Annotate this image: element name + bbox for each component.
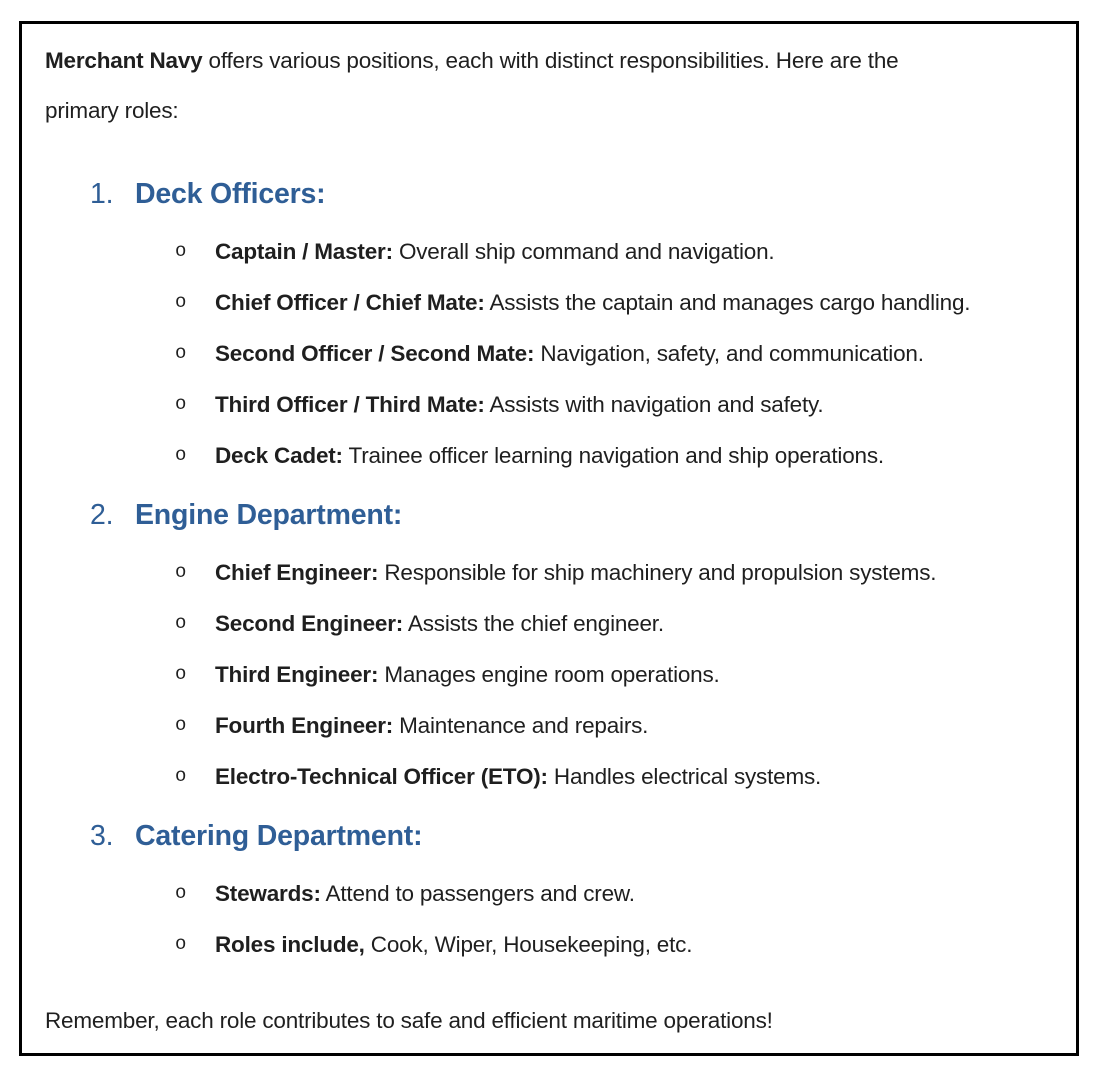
circle-bullet-icon: o bbox=[175, 663, 187, 685]
role-item bbox=[45, 649, 1056, 700]
role-text bbox=[215, 328, 924, 379]
role-name: Second Officer / Second Mate: bbox=[215, 341, 535, 366]
circle-bullet-icon: o bbox=[175, 444, 187, 466]
role-name: Chief Engineer: bbox=[215, 560, 379, 585]
circle-bullet-icon: o bbox=[175, 933, 187, 955]
role-item bbox=[45, 379, 1056, 430]
role-item bbox=[45, 328, 1056, 379]
section-heading bbox=[90, 816, 1056, 856]
section-number: 1. bbox=[90, 178, 114, 210]
role-description: Handles electrical systems. bbox=[553, 764, 822, 789]
role-item bbox=[45, 868, 1056, 919]
role-text bbox=[215, 700, 648, 751]
section-heading bbox=[90, 174, 1056, 214]
role-item bbox=[45, 277, 1056, 328]
role-name: Chief Officer / Chief Mate: bbox=[215, 290, 485, 315]
role-name: Second Engineer: bbox=[215, 611, 404, 636]
role-item bbox=[45, 751, 1056, 802]
role-text bbox=[215, 649, 720, 700]
role-description: Assists with navigation and safety. bbox=[489, 392, 824, 417]
role-name: Electro-Technical Officer (ETO): bbox=[215, 764, 548, 789]
circle-bullet-icon: o bbox=[175, 561, 187, 583]
role-description: Cook, Wiper, Housekeeping, etc. bbox=[370, 932, 693, 957]
role-name: Third Officer / Third Mate: bbox=[215, 392, 485, 417]
circle-bullet-icon: o bbox=[175, 393, 187, 415]
role-item bbox=[45, 547, 1056, 598]
role-list bbox=[45, 868, 1056, 970]
role-description: Assists the chief engineer. bbox=[407, 611, 664, 636]
role-name: Captain / Master: bbox=[215, 239, 393, 264]
section-number: 2. bbox=[90, 499, 114, 531]
intro-line1-rest: offers various positions, each with distinct responsibilities. Here are the bbox=[202, 48, 899, 73]
role-text bbox=[215, 547, 936, 598]
role-description: Maintenance and repairs. bbox=[399, 713, 649, 738]
section-title: Catering Department: bbox=[135, 820, 423, 852]
document-content bbox=[22, 24, 1076, 1036]
role-text bbox=[215, 868, 635, 919]
role-name: Roles include, bbox=[215, 932, 365, 957]
role-text bbox=[215, 919, 692, 970]
intro-line2: primary roles: bbox=[45, 98, 179, 123]
role-text bbox=[215, 430, 884, 481]
section-number: 3. bbox=[90, 820, 114, 852]
role-item bbox=[45, 598, 1056, 649]
intro-bold-lead: Merchant Navy bbox=[45, 48, 203, 73]
circle-bullet-icon: o bbox=[175, 714, 187, 736]
document-frame bbox=[19, 21, 1079, 1056]
section-title: Deck Officers: bbox=[135, 178, 326, 210]
circle-bullet-icon: o bbox=[175, 342, 187, 364]
role-item bbox=[45, 700, 1056, 751]
role-description: Navigation, safety, and communication. bbox=[540, 341, 924, 366]
role-item bbox=[45, 430, 1056, 481]
role-item bbox=[45, 226, 1056, 277]
section-title: Engine Department: bbox=[135, 499, 403, 531]
role-description: Trainee officer learning navigation and ship operations. bbox=[348, 443, 884, 468]
role-list bbox=[45, 226, 1056, 481]
role-description: Assists the captain and manages cargo handling. bbox=[489, 290, 971, 315]
role-item bbox=[45, 919, 1056, 970]
role-list bbox=[45, 547, 1056, 802]
role-text bbox=[215, 277, 970, 328]
section bbox=[45, 816, 1056, 970]
section bbox=[45, 174, 1056, 481]
section-list bbox=[45, 174, 1056, 970]
role-description: Attend to passengers and crew. bbox=[325, 881, 635, 906]
section-heading bbox=[90, 495, 1056, 535]
role-name: Fourth Engineer: bbox=[215, 713, 394, 738]
role-description: Overall ship command and navigation. bbox=[398, 239, 775, 264]
circle-bullet-icon: o bbox=[175, 291, 187, 313]
circle-bullet-icon: o bbox=[175, 882, 187, 904]
circle-bullet-icon: o bbox=[175, 612, 187, 634]
role-name: Deck Cadet: bbox=[215, 443, 343, 468]
intro-paragraph bbox=[45, 36, 1056, 136]
role-name: Third Engineer: bbox=[215, 662, 379, 687]
role-text bbox=[215, 226, 774, 277]
closing-paragraph: Remember, each role contributes to safe and efficient maritime operations! bbox=[45, 1008, 773, 1033]
role-text bbox=[215, 751, 821, 802]
role-description: Responsible for ship machinery and propulsion systems. bbox=[384, 560, 937, 585]
role-text bbox=[215, 598, 664, 649]
circle-bullet-icon: o bbox=[175, 240, 187, 262]
circle-bullet-icon: o bbox=[175, 765, 187, 787]
section bbox=[45, 495, 1056, 802]
role-name: Stewards: bbox=[215, 881, 321, 906]
role-text bbox=[215, 379, 823, 430]
role-description: Manages engine room operations. bbox=[384, 662, 720, 687]
